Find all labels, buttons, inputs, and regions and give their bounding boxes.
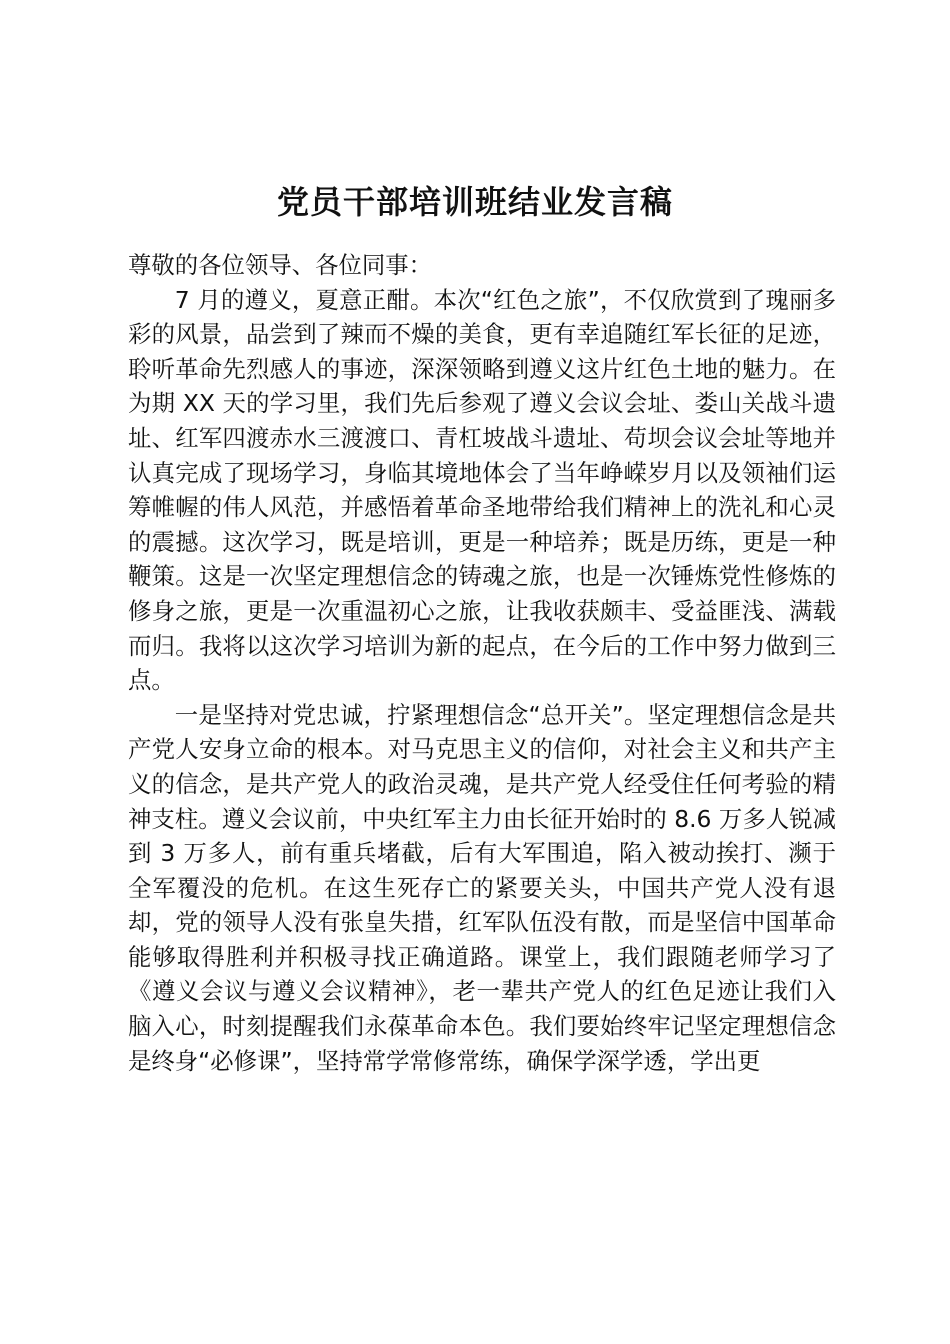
salutation: 尊敬的各位领导、各位同事：	[128, 251, 433, 279]
paragraph-1: 7 月的遵义，夏意正酣。本次“红色之旅”，不仅欣赏到了瑰丽多彩的风景，品尝到了辣而不燥的美食，更有幸追随红军长征的足迹，聆听革命先烈感人的事迹，深深领略到遵义这片红色土地的魅力。在为期 XX 天的学习里，我们先后参观了遵义会议会址、娄山关战斗遗址、红军四渡赤水三渡渡口、青杠坡战斗遗址、苟坝会议会址等地并认真完成了现场学习，身临其境地体会了当年峥嵘岁月以及领袖们运筹帷幄的伟人风范，并感悟着革命圣地带给我们精神上的洗礼和心灵的震撼。这次学习，既是培训，更是一种培养；既是历练，更是一种鞭策。这是一次坚定理想信念的铸魂之旅，也是一次锤炼党性修炼的修身之旅，更是一次重温初心之旅，让我收获颇丰、受益匪浅、满载而归。我将以这次学习培训为新的起点，在今后的工作中努力做到三点。	[128, 285, 836, 695]
document-title: 党员干部培训班结业发言稿	[276, 183, 673, 221]
paragraph-2: 一是坚持对党忠诚，拧紧理想信念“总开关”。坚定理想信念是共产党人安身立命的根本。对马克思主义的信仰，对社会主义和共产主义的信念，是共产党人的政治灵魂，是共产党人经受住任何考验的精神支柱。遵义会议前，中央红军主力由长征开始时的 8.6 万多人锐减到 3 万多人，前有重兵堵截，后有大军围追，陷入被动挨打、濒于全军覆没的危机。在这生死存亡的紧要关头，中国共产党人没有退却，党的领导人没有张皇失措，红军队伍没有散，而是坚信中国革命能够取得胜利并积极寻找正确道路。课堂上，我们跟随老师学习了《遵义会议与遵义会议精神》，老一辈共产党人的红色足迹让我们入脑入心，时刻提醒我们永葆革命本色。我们要始终牢记坚定理想信念是终身“必修课”，坚持常学常修常练，确保学深学透，学出更	[128, 700, 836, 1075]
document-body	[128, 248, 836, 1078]
